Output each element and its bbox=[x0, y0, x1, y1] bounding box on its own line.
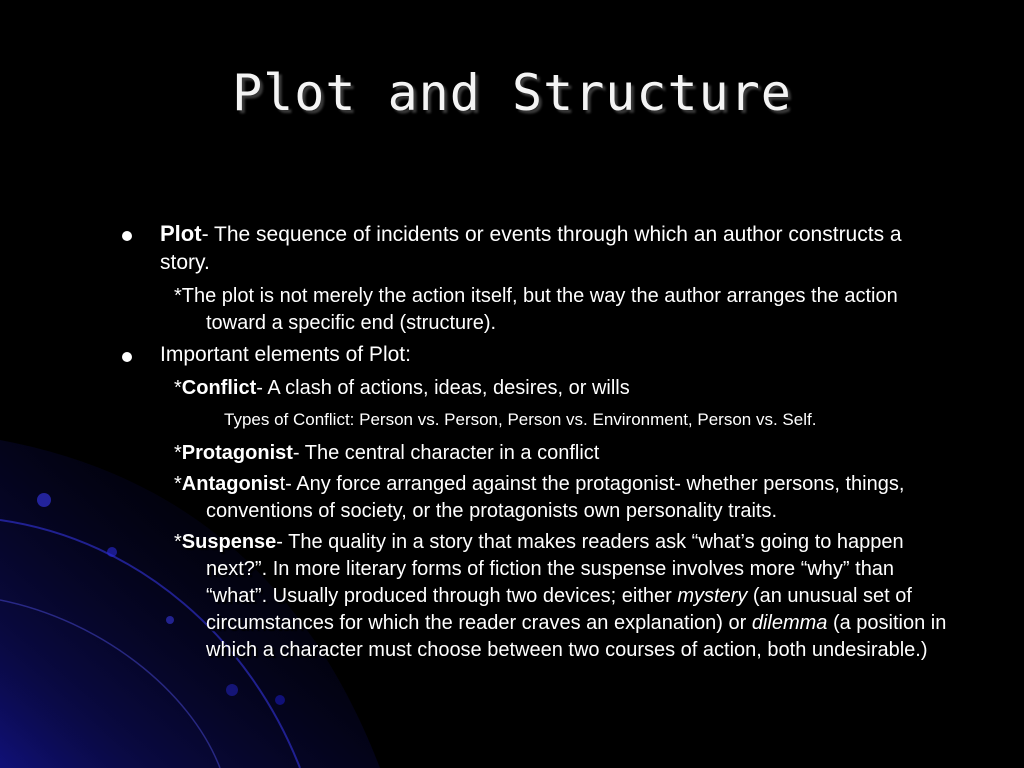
conflict-term: Conflict bbox=[181, 377, 257, 399]
elements-heading: Important elements of Plot: bbox=[160, 343, 411, 366]
suspense-definition-part3: (a position in which a character must choose between two courses of action, both undesirable.) bbox=[206, 612, 947, 661]
slide-content bbox=[118, 220, 948, 668]
antagonist-term: Antagonis bbox=[181, 473, 280, 495]
suspense-definition-part2: (an unusual set of circumstances for which the reader craves an explanation) or bbox=[206, 585, 912, 634]
protagonist-item bbox=[118, 440, 948, 467]
mystery-term: mystery bbox=[677, 585, 748, 607]
plot-definition: - The sequence of incidents or events through which an author constructs a story. bbox=[160, 223, 902, 274]
plot-term: Plot bbox=[160, 221, 202, 246]
slide-title: Plot and Structure bbox=[232, 64, 792, 122]
antagonist-definition: t- Any force arranged against the protagonist- whether persons, things, conventions of society, or the protagonists own personality traits. bbox=[206, 473, 905, 522]
suspense-star: * bbox=[174, 531, 182, 553]
suspense-term: Suspense bbox=[181, 531, 277, 553]
protagonist-star: * bbox=[174, 442, 182, 464]
antagonist-item bbox=[118, 471, 948, 525]
conflict-types: Types of Conflict: Person vs. Person, Person vs. Environment, Person vs. Self. bbox=[224, 410, 817, 429]
antagonist-star: * bbox=[174, 473, 182, 495]
suspense-definition-part1: - The quality in a story that makes readers ask “what’s going to happen next?”. In more literary forms of fiction the suspense involves more “why” than “what”. Usually produced through two devices; either bbox=[206, 531, 904, 607]
conflict-item bbox=[118, 375, 948, 402]
bullet-important-elements bbox=[118, 341, 948, 369]
suspense-item bbox=[118, 529, 948, 664]
bullet-dot-icon bbox=[122, 231, 132, 241]
conflict-definition: - A clash of actions, ideas, desires, or wills bbox=[256, 377, 630, 399]
dilemma-term: dilemma bbox=[751, 612, 828, 634]
conflict-star: * bbox=[174, 377, 182, 399]
protagonist-term: Protagonist bbox=[181, 442, 293, 464]
bullet-dot-icon bbox=[122, 352, 132, 362]
bullet-plot bbox=[118, 220, 948, 277]
plot-note: *The plot is not merely the action itself, but the way the author arranges the action toward a specific end (structure). bbox=[174, 285, 898, 334]
protagonist-definition: - The central character in a conflict bbox=[292, 442, 600, 464]
